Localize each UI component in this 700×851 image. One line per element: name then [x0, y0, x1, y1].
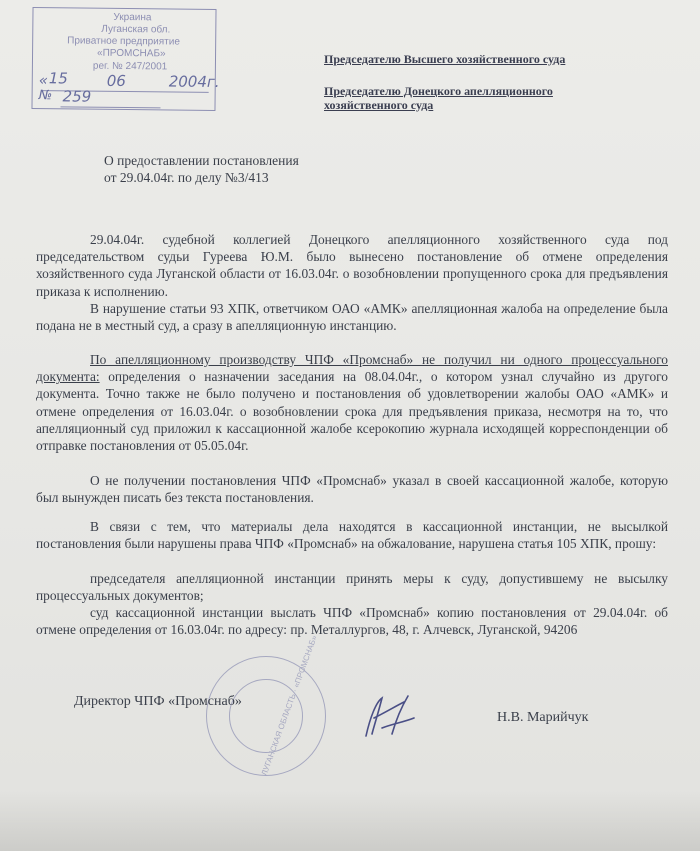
paragraph: председателя апелляционной инстанции принять меры к суду, допустившему не высылку процессуальных документов; [36, 571, 668, 604]
stamp-number-label: № [38, 88, 53, 104]
registration-stamp [31, 7, 220, 111]
recipient-donetsk-court-line2: хозяйственного суда [324, 98, 434, 112]
paragraph: В связи с тем, что материалы дела находятся в кассационной инстанции, не высылкой постановления были нарушены права ЧПФ «Промснаб» на обжалование, нарушена статья 105 ХПК, прошу: [36, 519, 668, 552]
signatory-title: Директор ЧПФ «Промснаб» [74, 694, 242, 709]
paragraph [36, 351, 668, 454]
stamp-number: 259 [62, 87, 92, 106]
seal-text: ЛУГАНСКАЯ ОБЛАСТЬ · «ПРОМСНАБ» [259, 634, 319, 777]
paragraph-text: определения о назначении заседания на 08.04.04г., о котором узнал случайно из другого документа. Точно также не было получено и постановления об удовлетворении жалобы ОАО «АМК» и отмене определения от 16.03.04г. о возобновлении срока для предъявления приказа, несмотря на то, что апелляционный суд приложил к кассационной жалобе ксерокопию журнала исходящей корреспонденции об отправке постановления от 05.05.04г. [36, 369, 668, 454]
paragraph: О не получении постановления ЧПФ «Промснаб» указал в своей кассационной жалобе, которую был вынужден писать без текста постановления. [36, 473, 668, 506]
paragraph: 29.04.04г. судебной коллегией Донецкого апелляционного хозяйственного суда под председательством судьи Гуреева Ю.М. было вынесено постановление об отмене определения хозяйственного суда Луганской области от 16.03.04г. о возобновлении пропущенного срока для предъявления приказа к исполнению. [36, 232, 668, 299]
stamp-line: Приватное предприятие [67, 35, 180, 48]
subject-line: от 29.04.04г. по делу №3/413 [104, 170, 269, 185]
subject-line: О предоставлении постановления [104, 153, 299, 168]
stamp-line: рег. № 247/2001 [92, 60, 168, 73]
signatory-name: Н.В. Марийчук [497, 710, 589, 725]
page-shadow [0, 791, 700, 851]
recipient-donetsk-court: Председателю Донецкого апелляционного [324, 84, 553, 98]
stamp-line: Луганская обл. [101, 23, 171, 36]
recipient-supreme-court: Председателю Высшего хозяйственного суда [324, 52, 566, 66]
signature [352, 688, 422, 748]
paragraph: В нарушение статьи 93 ХПК, ответчиком ОАО «АМК» апелляционная жалоба на определение была подана не в местный суд, а сразу в апелляционную инстанцию. [36, 301, 668, 334]
stamp-line: Украина [113, 11, 152, 24]
stamp-line: «ПРОМСНАБ» [97, 47, 166, 60]
stamp-date-year: 2004г. [168, 72, 220, 92]
document-subject [104, 152, 299, 186]
stamp-date-day: 15 [48, 69, 68, 88]
stamp-rule [60, 106, 160, 108]
stamp-date-month: 06 [106, 71, 126, 91]
underlined-text: По апелляционному производству ЧПФ «Промснаб» не получил ни одного процессуального документа: [36, 352, 668, 385]
round-seal [206, 634, 326, 777]
stamp-quote: « [38, 71, 49, 90]
paragraph: суд кассационной инстанции выслать ЧПФ «Промснаб» копию постановления от 29.04.04г. об отмене определения от 16.03.04г. по адресу: пр. Металлургов, 48, г. Алчевск, Луганской, 94206 [36, 605, 668, 638]
